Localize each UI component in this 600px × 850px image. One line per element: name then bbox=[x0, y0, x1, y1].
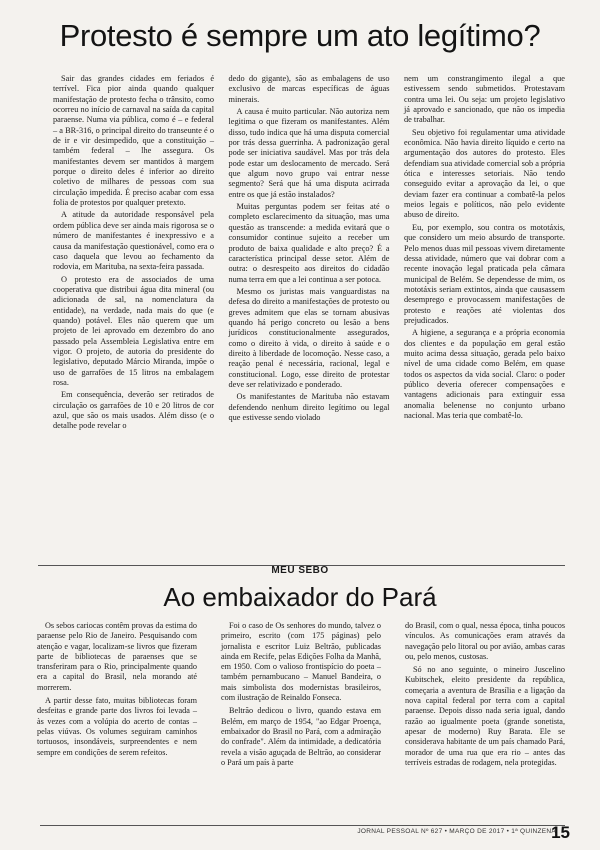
article-headline: Protesto é sempre um ato legítimo? bbox=[59, 18, 541, 53]
footer-rule bbox=[40, 825, 565, 826]
article-column-3 bbox=[404, 74, 565, 554]
paragraph: Em consequência, deverão ser retirados de circulação os garrafões de 10 e 20 litros de cor azul, que são os mais usados. Além disso (e o detalhe pode revelar o bbox=[53, 390, 214, 431]
paragraph: A atitude da autoridade responsável pela ordem pública deve ser ainda mais rigorosa se o número de manifestantes é inexpressivo e a causa da manifestação questionável, como era o caso daquela que levou ao fechamento da rodovia, em Marituba, na sexta-feira passada. bbox=[53, 210, 214, 272]
paragraph: Muitas perguntas podem ser feitas até o completo esclarecimento da situação, mas uma questão as transcende: a medida evitará que o consumidor continue sujeito a receber um produto de baixa qualidade e alto preço? É a característica principal desse setor. Além de outra: o desrespeito aos direitos do cidadão numa terra em que a lei continua a ser potoca. bbox=[228, 202, 390, 284]
paragraph: Seu objetivo foi regulamentar uma atividade econômica. Não havia direito líquido e certo na argumentação dos autores do protesto. Eles defendiam sua atividade comercial sob a própria ótica e interesses setoriais. Não tendo conseguido evitar a aprovação da lei, o que deviam fazer era continuar a combatê-la pelos meios legais e políticos, não pelo evidente abuso de direito. bbox=[404, 127, 565, 220]
section-kicker: MEU SEBO bbox=[271, 565, 329, 576]
article-body bbox=[53, 74, 565, 554]
paragraph: Eu, por exemplo, sou contra os mototáxis, que considero um meio absurdo de transporte. Pelo menos duas mil pessoas vivem diretamente dessa atividade, número que vai dobrar com a recente inovação legal praticada pela câmara municipal de Belém. Se dependesse de mim, os mototáxis seriam extintos, ainda que causassem desemprego e provocassem manifestações de protesto e reações até violentas dos prejudicados. bbox=[404, 222, 565, 325]
paragraph: A partir desse fato, muitas bibliotecas foram desfeitas e grande parte dos livros foi levada – às vezes com a volúpia do acerto de contas – pelas viúvas. Os volumes seguiram caminhos tortuosos, insondáveis, surpreendentes e nem sempre em condições de serem refeitos. bbox=[37, 696, 197, 757]
section-title: Ao embaixador do Pará bbox=[163, 582, 437, 612]
paragraph: Mesmo os juristas mais vanguardistas na defesa do direito a manifestações de protesto ou greves admitem que elas se tornam abusivas quando há perigo concreto ou lesão a bens jurídicos constitucionalmente assegurados, como o direito à vida, o direito à saúde e o direito à liberdade de locomoção. Nesse caso, a reação penal é necessária, racional, legal e constitucional. Logo, esse direito de protestar deve ser relativizado e ponderado. bbox=[228, 286, 390, 389]
paragraph: A causa é muito particular. Não autoriza nem legitima o que fizeram os manifestantes. Além disso, tudo indica que há uma disputa comercial por trás dessa guerrinha. A padronização geral pode ser iniciativa saudável. Mas por trás dela pode estar um deslocamento de mercado. Será que algum novo grupo vai entrar nesse segmento? Será que há uma disputa acirrada entre os que já estão instalados? bbox=[228, 107, 390, 199]
paragraph: O protesto era de associados de uma cooperativa que distribui água dita mineral (ou adicionada de sal, na nomenclatura da entidade), na verdade, nada mais do que (e quando) potável. Eles não querem que um projeto de lei aprovado em dezembro do ano passado pela Assembleia Legislativa entre em vigor. O projeto, de autoria do presidente do legislativo, deputado Márcio Miranda, impõe o uso de garrafões de 15 litros na embalagem rosa. bbox=[53, 274, 214, 387]
paragraph: Sair das grandes cidades em feriados é terrível. Fica pior ainda quando qualquer manifestação de protesto fecha o trânsito, como ocorreu no início de carnaval na saída da capital paraense. Numa via pública, como é – e federal – a BR-316, o principal direito do transeunte é o de ir e vir desimpedido, que a constituição – também federal – lhe assegura. Os manifestantes devem ser mantidos à margem porque o direito deles é inferior ao direito coletivo de milhares de pessoas com sua circulação impedida. É preciso acabar com essa folia de protestos por qualquer pretexto. bbox=[53, 74, 214, 208]
paragraph: nem um constrangimento ilegal a que estivessem sendo submetidos. Protestavam contra uma lei. Ou seja: um projeto legislativo já aprovado e sancionado, que não os impedia de trabalhar. bbox=[404, 74, 565, 125]
footer-publication: JORNAL PESSOAL Nº 627 • MARÇO DE 2017 • 1ª QUINZENA bbox=[357, 828, 556, 835]
paragraph: do Brasil, com o qual, nessa época, tinha poucos vínculos. As comunicações eram através da navegação pelo litoral ou por avião, ambas caras ou, pelo menos, custosas. bbox=[405, 621, 565, 661]
paragraph: Foi o caso de Os senhores do mundo, talvez o primeiro, escrito (com 175 páginas) pelo jornalista e escritor Luiz Beltrão, publicadas ainda em Recife, pelas Edições Folha da Manhã, em 1950. Com o valioso frontispício do poeta – também pernambucano – Manuel Bandeira, o mais simbolista dos modernistas brasileiros, com ilustração de Reinaldo Fonseca. bbox=[221, 621, 381, 703]
section-body bbox=[37, 621, 565, 821]
paragraph: Os manifestantes de Marituba não estavam defendendo nenhum direito legítimo ou legal que estivesse sendo violado bbox=[228, 392, 390, 422]
page-footer bbox=[0, 821, 600, 843]
article-column-2 bbox=[229, 74, 390, 554]
section-column-2 bbox=[221, 621, 381, 821]
section-column-1 bbox=[37, 621, 197, 821]
paragraph: dedo do gigante), são as embalagens de uso exclusivo de marcas específicas de águas minerais. bbox=[228, 74, 390, 104]
paragraph: Os sebos cariocas contêm provas da estima do paraense pelo Rio de Janeiro. Pesquisando com atenção e vagar, localizam-se livros que fizeram parte de bibliotecas de paraenses que se transferiram para o Rio, principalmente quando era a capital do Brasil, nela morando até morrerem. bbox=[37, 621, 197, 692]
article-column-1 bbox=[53, 74, 214, 554]
section-column-3 bbox=[405, 621, 565, 821]
page-number: 15 bbox=[551, 823, 570, 842]
paragraph: Beltrão dedicou o livro, quando estava em Belém, em março de 1954, "ao Edgar Proença, embaixador do Brasil no Pará, com a admiração do confrade". Além da intimidade, a dedicatória revela a visão aguçada de Beltrão, ao considerar o Pará um país à parte bbox=[221, 706, 381, 767]
paragraph: A higiene, a segurança e a própria economia dos clientes e da população em geral estão muito acima dessa situação, gerada pelo baixo nível de uma cidade como Belém, em quase todos os aspectos da vida social. Claro: o poder público deveria oferecer compensações e vantagens adicionais para extinguir essa anomalia belenense no conjunto urbano nacional. Mas teria que combatê-lo. bbox=[404, 328, 565, 420]
paragraph: Só no ano seguinte, o mineiro Juscelino Kubitschek, eleito presidente da república, começaria a aventura de Brasília e a ligação da nova capital federal por terra com a capital paraense. Depois disso nada seria igual, dando razão ao igualmente poeta (grande sonetista, apesar de moderno) Ruy Barata. Ele se considerava habitante de um país chamado Pará, morador de uma rua que era rio – antes das terríveis estradas de rodagem, nela protegidas. bbox=[405, 665, 565, 767]
